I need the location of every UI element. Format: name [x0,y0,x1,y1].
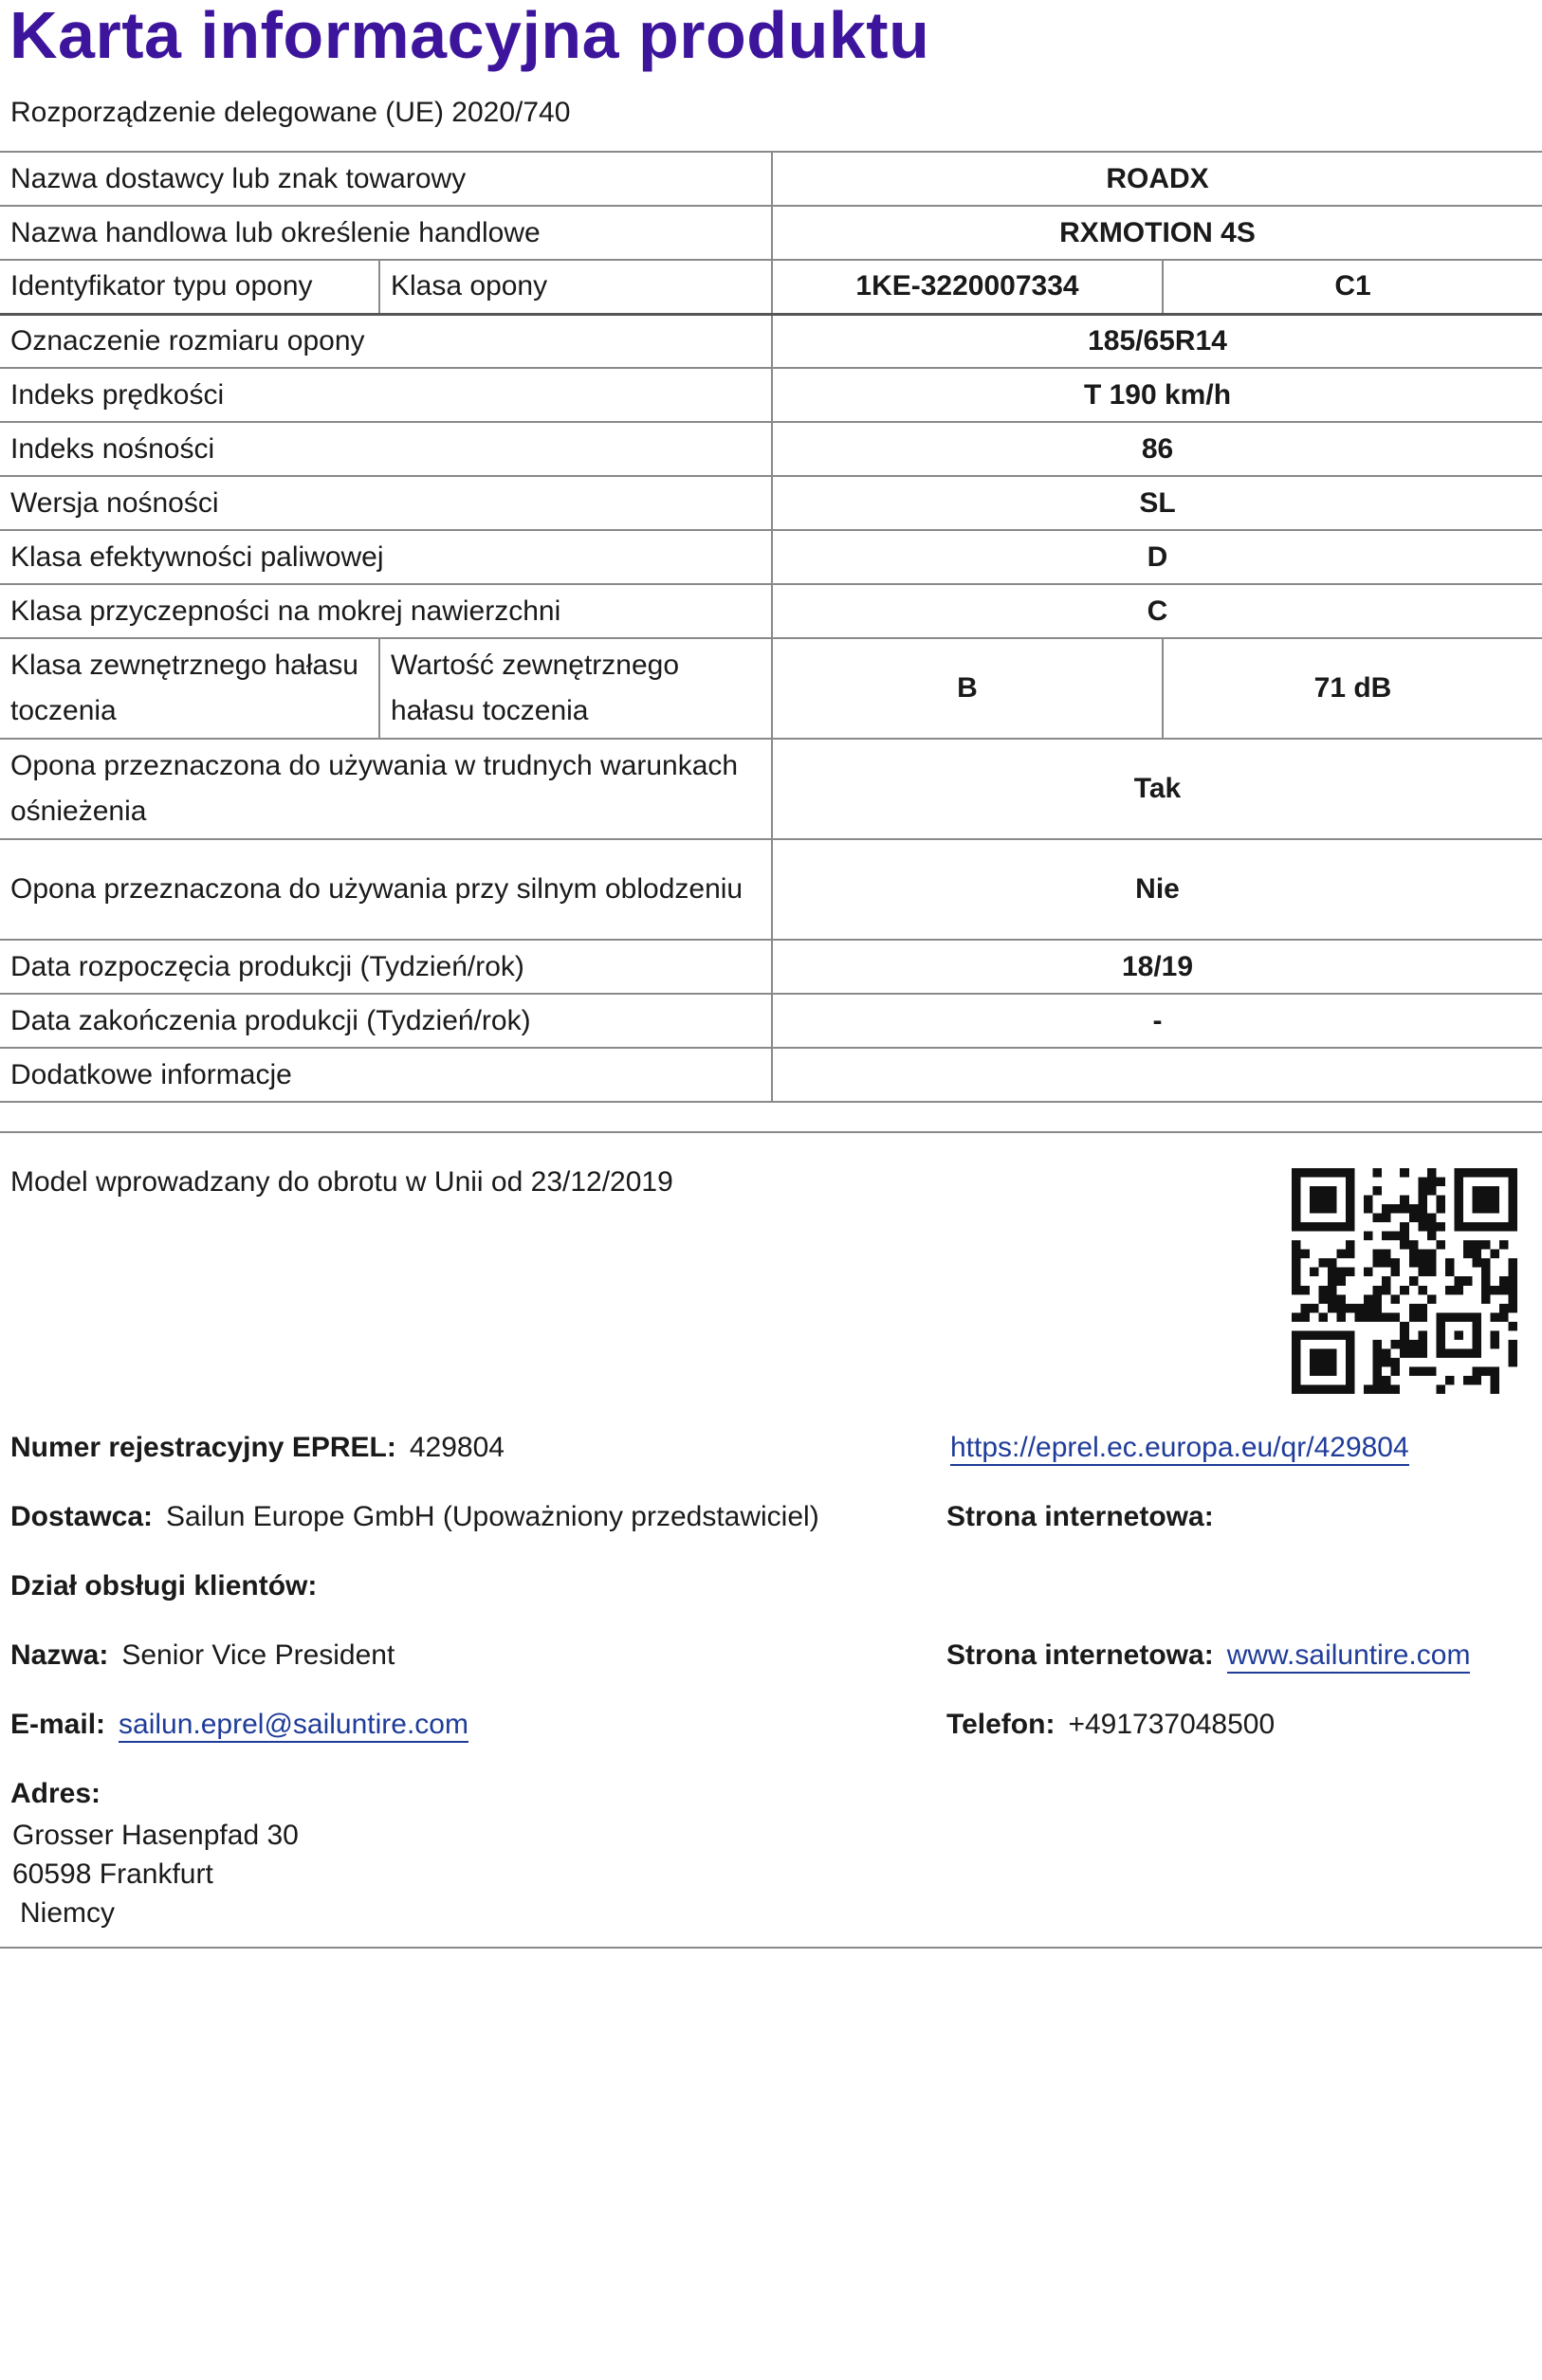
page-title: Karta informacyjna produktu [9,0,930,72]
website-link[interactable]: www.sailuntire.com [1227,1639,1471,1674]
noise-value-label: Wartość zewnętrznego hałasu toczenia [379,638,772,739]
eprel-value: 429804 [409,1432,505,1463]
additional-info-value [772,1048,1542,1102]
address-heading [10,1778,114,1810]
table-row [0,839,1542,940]
noise-class-label: Klasa zewnętrznego hałasu toczenia [0,638,379,739]
supplier-value: ROADX [772,152,1542,206]
eprel-label: Numer rejestracyjny EPREL: [10,1432,396,1463]
address-line-3: Niemcy [20,1897,116,1929]
additional-info-label: Dodatkowe informacje [0,1048,772,1102]
load-index-value: 86 [772,422,1542,476]
production-end-label: Data zakończenia produkcji (Tydzień/rok) [0,994,772,1048]
wet-grip-value: C [772,584,1542,638]
address-line-2: 60598 Frankfurt [12,1858,213,1890]
trade-name-value: RXMOTION 4S [772,206,1542,260]
table-row [0,584,1542,638]
size-label: Oznaczenie rozmiaru opony [0,314,772,368]
load-version-value: SL [772,476,1542,530]
email-label: E-mail: [10,1709,106,1740]
market-date-note: Model wprowadzany do obrotu w Unii od 23/12/2019 [10,1166,673,1198]
type-id-value: 1KE-3220007334 [772,260,1163,314]
snow-value: Tak [772,739,1542,839]
table-row [0,739,1542,839]
production-start-label: Data rozpoczęcia produkcji (Tydzień/rok) [0,940,772,994]
table-row [0,368,1542,422]
table-row [0,530,1542,584]
email-link[interactable]: sailun.eprel@sailuntire.com [119,1709,468,1743]
table-row [0,422,1542,476]
snow-label: Opona przeznaczona do używania w trudnych warunkach ośnieżenia [0,739,772,839]
ice-value: Nie [772,839,1542,940]
divider [0,1131,1542,1133]
trade-name-label: Nazwa handlowa lub określenie handlowe [0,206,772,260]
website-label-1: Strona internetowa: [946,1501,1214,1532]
fuel-efficiency-label: Klasa efektywności paliwowej [0,530,772,584]
table-row [0,314,1542,368]
contact-name-line [10,1639,395,1672]
tyre-class-value: C1 [1163,260,1542,314]
ice-label: Opona przeznaczona do używania przy silnym oblodzeniu [0,839,772,940]
address-block [12,1816,299,1932]
wet-grip-label: Klasa przyczepności na mokrej nawierzchni [0,584,772,638]
regulation-reference: Rozporządzenie delegowane (UE) 2020/740 [10,97,571,128]
customer-service-label: Dział obsługi klientów: [10,1570,318,1602]
speed-index-value: T 190 km/h [772,368,1542,422]
address-line-1: Grosser Hasenpfad 30 [12,1820,299,1851]
eprel-link[interactable]: https://eprel.ec.europa.eu/qr/429804 [950,1432,1409,1466]
address-label: Adres: [10,1778,101,1809]
supplier-line [10,1501,819,1533]
production-start-value: 18/19 [772,940,1542,994]
email-line [10,1709,468,1741]
divider [0,1947,1542,1949]
table-row [0,994,1542,1048]
type-id-label: Identyfikator typu opony [0,260,379,314]
size-value: 185/65R14 [772,314,1542,368]
table-row [0,940,1542,994]
tyre-class-label: Klasa opony [379,260,772,314]
supplier-detail-value: Sailun Europe GmbH (Upoważniony przedstawiciel) [166,1501,819,1532]
contact-name-value: Senior Vice President [121,1639,395,1671]
table-row [0,476,1542,530]
supplier-detail-label: Dostawca: [10,1501,154,1532]
customer-service-heading [10,1570,330,1602]
phone-value: +491737048500 [1068,1709,1276,1740]
load-index-label: Indeks nośności [0,422,772,476]
speed-index-label: Indeks prędkości [0,368,772,422]
product-info-table [0,151,1542,1103]
phone-label: Telefon: [946,1709,1056,1740]
noise-class-value: B [772,638,1163,739]
noise-value-value: 71 dB [1163,638,1542,739]
production-end-value: - [772,994,1542,1048]
website-label-2: Strona internetowa: [946,1639,1214,1671]
table-row [0,152,1542,206]
website-line-2 [946,1639,1470,1672]
eprel-number [10,1432,505,1464]
table-row [0,206,1542,260]
supplier-label: Nazwa dostawcy lub znak towarowy [0,152,772,206]
table-row [0,1048,1542,1102]
eprel-link-wrap [950,1432,1409,1464]
load-version-label: Wersja nośności [0,476,772,530]
phone-line [946,1709,1275,1741]
table-row [0,260,1542,314]
qr-code-icon [1292,1168,1517,1394]
fuel-efficiency-value: D [772,530,1542,584]
website-line-1 [946,1501,1227,1533]
contact-name-label: Nazwa: [10,1639,109,1671]
table-row [0,638,1542,739]
